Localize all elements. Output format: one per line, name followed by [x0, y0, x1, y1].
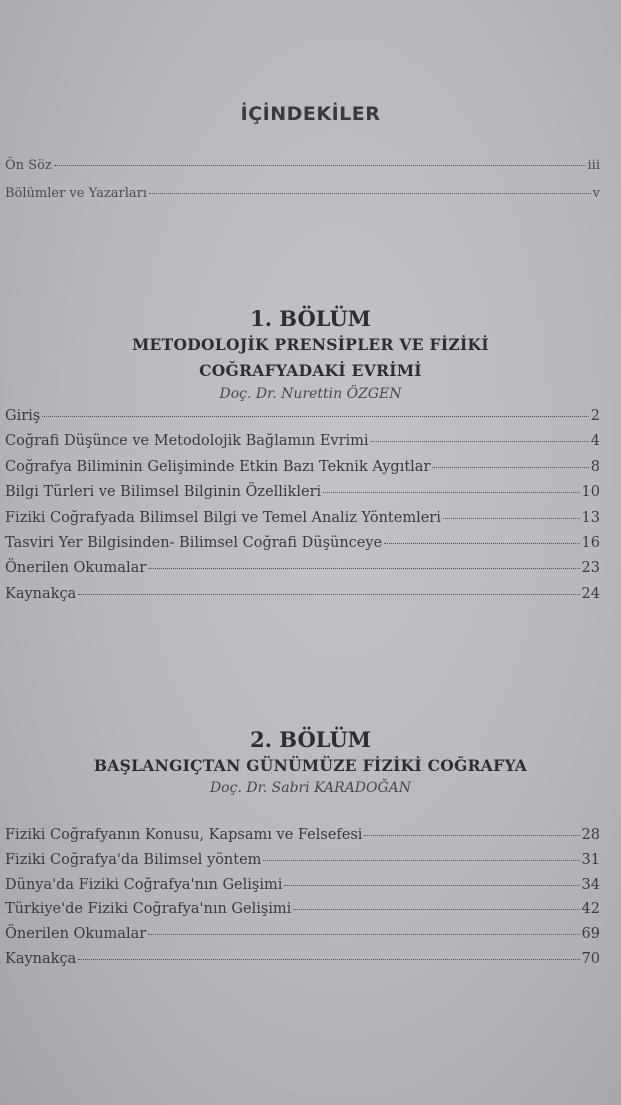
toc-entry	[5, 484, 600, 504]
entry-label: Fiziki Coğrafyada Bilimsel Bilgi ve Temel Analiz Yöntemleri	[5, 509, 441, 526]
dot-leader	[42, 416, 589, 417]
entry-page: iii	[587, 158, 600, 173]
chapter-1-title-line-2: COĞRAFYADAKİ EVRİMİ	[199, 361, 422, 380]
entry-page: 24	[581, 585, 600, 602]
toc-entry	[5, 926, 600, 946]
dot-leader	[148, 934, 579, 935]
entry-label: Coğrafi Düşünce ve Metodolojik Bağlamın Evrimi	[5, 433, 369, 450]
entry-page: 16	[581, 535, 600, 551]
dot-leader	[78, 959, 579, 960]
entry-label: Önerilen Okumalar	[5, 926, 147, 943]
dot-leader	[54, 165, 586, 166]
toc-entry	[5, 877, 600, 897]
entry-label: Kaynakça	[5, 585, 77, 602]
toc-title: İÇİNDEKİLER	[240, 103, 381, 125]
entry-page: v	[592, 186, 600, 201]
dot-leader	[364, 835, 579, 836]
chapter-1-number: 1. BÖLÜM	[250, 306, 371, 331]
toc-entry	[5, 586, 600, 606]
entry-page: 2	[590, 408, 600, 424]
entry-label: Dünya'da Fiziki Coğrafya'nın Gelişimi	[5, 876, 283, 893]
toc-entry	[5, 951, 600, 971]
toc-entry	[5, 535, 600, 555]
toc-entry	[5, 459, 600, 479]
toc-entry	[5, 510, 600, 530]
dot-leader	[371, 441, 589, 442]
entry-label: Bölümler ve Yazarları	[5, 186, 148, 201]
entry-page: 10	[581, 484, 600, 501]
dot-leader	[263, 860, 579, 861]
entry-label: Ön Söz	[5, 158, 52, 173]
entry-page: 13	[581, 509, 600, 526]
entry-page: 23	[581, 560, 600, 577]
dot-leader	[149, 193, 591, 194]
toc-entry	[5, 827, 600, 847]
entry-label: Önerilen Okumalar	[5, 560, 147, 577]
toc-entry	[5, 901, 600, 921]
entry-label: Coğrafya Biliminin Gelişiminde Etkin Bazı Teknik Aygıtlar	[5, 458, 431, 475]
chapter-2-title-line-1: BAŞLANGIÇTAN GÜNÜMÜZE FİZİKİ COĞRAFYA	[93, 756, 528, 775]
entry-label: Bilgi Türleri ve Bilimsel Bilginin Özellikleri	[5, 484, 322, 501]
entry-label: Fiziki Coğrafya'da Bilimsel yöntem	[5, 851, 262, 868]
dot-leader	[443, 518, 580, 519]
entry-page: 42	[581, 901, 600, 918]
chapter-2-number: 2. BÖLÜM	[250, 727, 371, 752]
entry-label: Tasviri Yer Bilgisinden- Bilimsel Coğrafi Düşünceye	[5, 535, 383, 551]
entry-label: Fiziki Coğrafyanın Konusu, Kapsamı ve Felsefesi	[5, 827, 363, 843]
entry-page: 70	[581, 951, 600, 967]
toc-entry	[5, 433, 600, 453]
dot-leader	[78, 594, 579, 595]
entry-page: 8	[590, 458, 600, 475]
toc-entry	[5, 158, 600, 178]
dot-leader	[284, 885, 579, 886]
toc-entry	[5, 186, 600, 206]
entry-label: Giriş	[5, 408, 41, 424]
chapter-1-title-line-1: METODOLOJİK PRENSİPLER VE FİZİKİ	[132, 335, 489, 354]
entry-page: 28	[581, 827, 600, 843]
dot-leader	[293, 909, 579, 910]
toc-entry	[5, 408, 600, 428]
toc-entry	[5, 560, 600, 580]
entry-page: 69	[581, 926, 600, 943]
dot-leader	[148, 568, 579, 569]
chapter-1-author: Doç. Dr. Nurettin ÖZGEN	[219, 386, 402, 402]
chapter-2-author: Doç. Dr. Sabri KARADOĞAN	[209, 780, 412, 796]
dot-leader	[432, 467, 588, 468]
entry-page: 4	[590, 433, 600, 450]
dot-leader	[323, 492, 579, 493]
toc-entry	[5, 852, 600, 872]
dot-leader	[384, 543, 579, 544]
entry-label: Türkiye'de Fiziki Coğrafya'nın Gelişimi	[5, 901, 292, 918]
entry-page: 34	[581, 876, 600, 893]
entry-label: Kaynakça	[5, 951, 77, 967]
entry-page: 31	[581, 851, 600, 868]
